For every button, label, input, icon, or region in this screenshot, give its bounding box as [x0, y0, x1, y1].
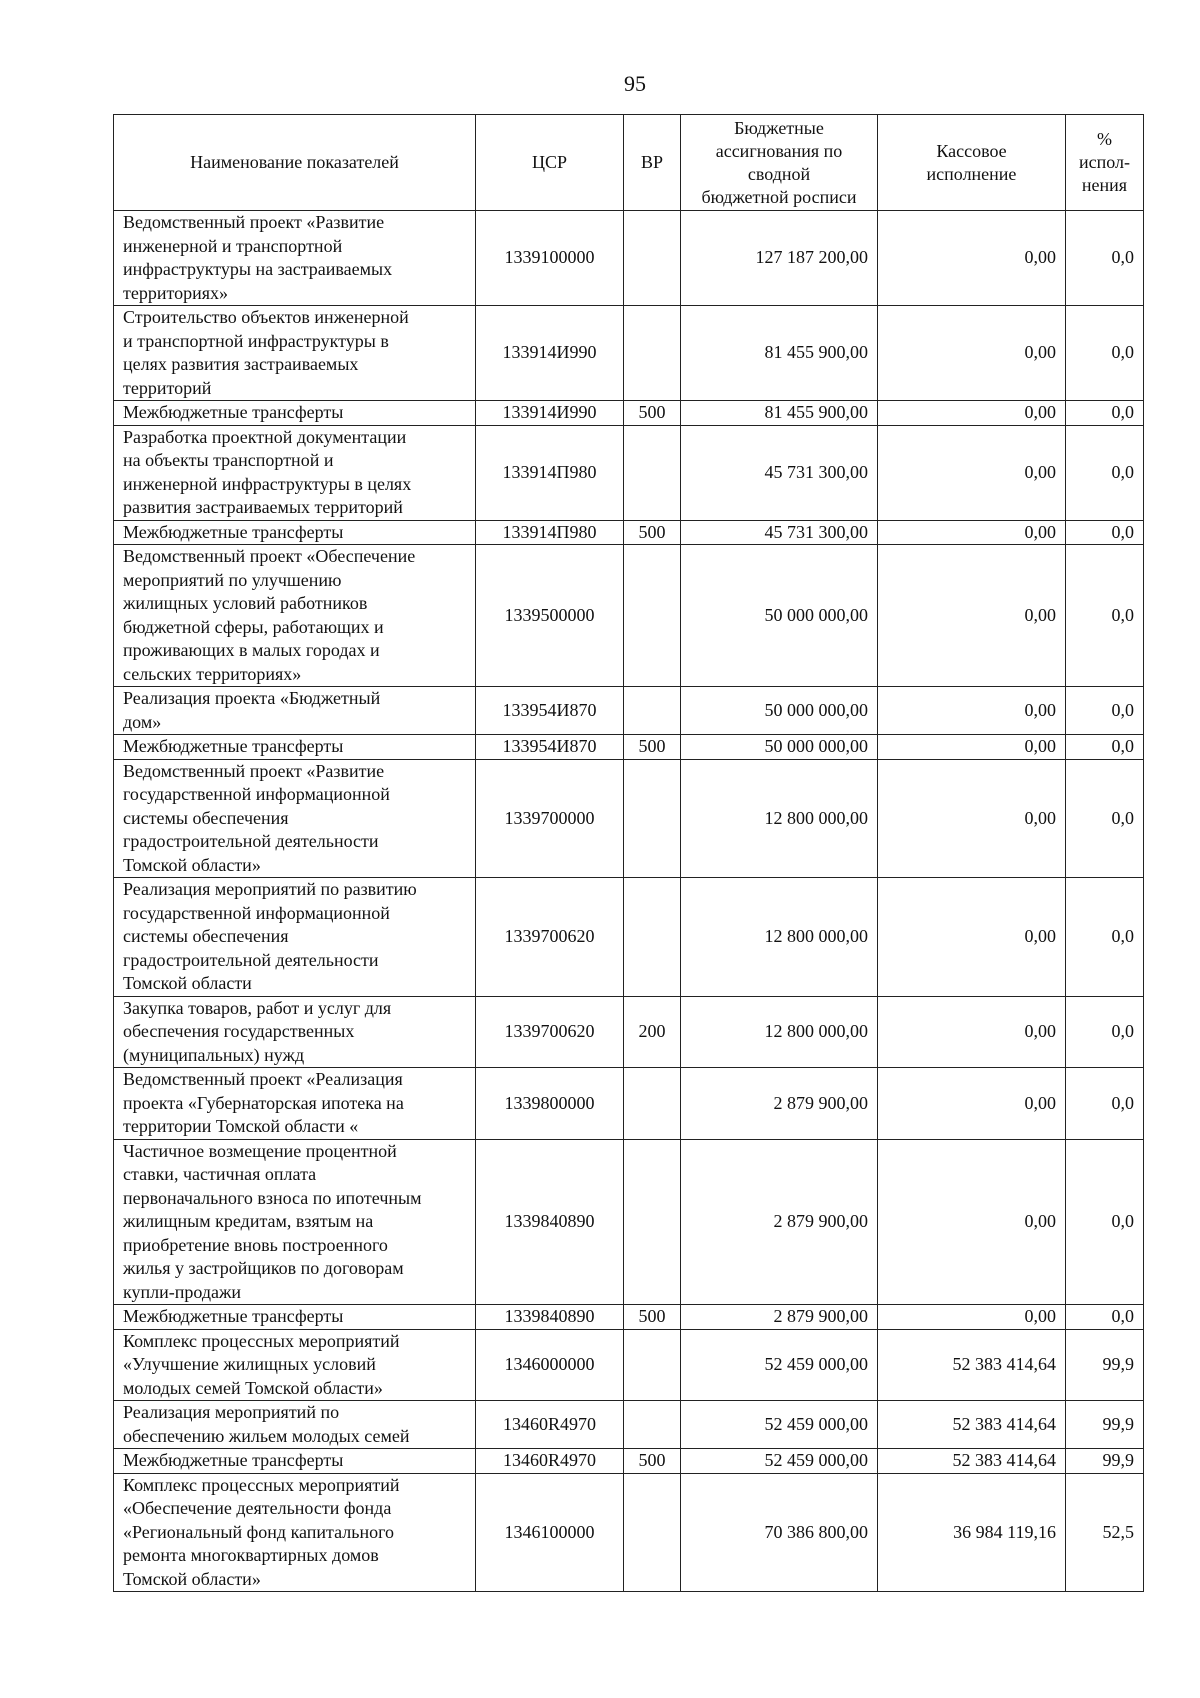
cell-budget: 2 879 900,00 [681, 1305, 878, 1330]
cell-percent: 0,0 [1066, 520, 1144, 545]
table-row [114, 520, 1144, 545]
cell-percent: 99,9 [1066, 1449, 1144, 1474]
cell-name: Разработка проектной документации на объекты транспортной и инженерной инфраструктуры в целях развития застраиваемых территорий [114, 425, 476, 520]
cell-name: Межбюджетные трансферты [114, 1449, 476, 1474]
cell-vr [624, 211, 681, 306]
table-row [114, 401, 1144, 426]
cell-budget: 12 800 000,00 [681, 996, 878, 1068]
cell-cash: 0,00 [878, 401, 1066, 426]
cell-percent: 52,5 [1066, 1473, 1144, 1592]
cell-csr: 1339700000 [476, 759, 624, 878]
cell-percent: 0,0 [1066, 425, 1144, 520]
table-row [114, 878, 1144, 997]
cell-budget: 50 000 000,00 [681, 545, 878, 687]
header-vr: ВР [624, 115, 681, 211]
cell-csr: 1339500000 [476, 545, 624, 687]
cell-cash: 0,00 [878, 545, 1066, 687]
cell-cash: 0,00 [878, 687, 1066, 735]
cell-percent: 0,0 [1066, 735, 1144, 760]
cell-vr [624, 1473, 681, 1592]
cell-csr: 133954И870 [476, 735, 624, 760]
cell-name: Ведомственный проект «Реализация проекта «Губернаторская ипотека на территории Томской области « [114, 1068, 476, 1140]
cell-csr: 13460R4970 [476, 1401, 624, 1449]
table-row [114, 306, 1144, 401]
cell-vr [624, 878, 681, 997]
cell-budget: 81 455 900,00 [681, 306, 878, 401]
table-body [114, 211, 1144, 1592]
cell-csr: 1339840890 [476, 1305, 624, 1330]
header-csr: ЦСР [476, 115, 624, 211]
cell-csr: 13460R4970 [476, 1449, 624, 1474]
cell-cash: 52 383 414,64 [878, 1329, 1066, 1401]
cell-name: Реализация проекта «Бюджетный дом» [114, 687, 476, 735]
header-percent: % испол- нения [1066, 115, 1144, 211]
cell-budget: 2 879 900,00 [681, 1068, 878, 1140]
cell-percent: 99,9 [1066, 1329, 1144, 1401]
cell-cash: 0,00 [878, 878, 1066, 997]
cell-cash: 52 383 414,64 [878, 1449, 1066, 1474]
cell-percent: 0,0 [1066, 1139, 1144, 1305]
cell-vr [624, 545, 681, 687]
table-row [114, 735, 1144, 760]
cell-csr: 133914П980 [476, 520, 624, 545]
cell-csr: 133914И990 [476, 306, 624, 401]
cell-name: Ведомственный проект «Развитие инженерной и транспортной инфраструктуры на застраиваемых территориях» [114, 211, 476, 306]
cell-percent: 0,0 [1066, 878, 1144, 997]
cell-vr [624, 425, 681, 520]
cell-name: Строительство объектов инженерной и транспортной инфраструктуры в целях развития застраиваемых территорий [114, 306, 476, 401]
cell-csr: 1339840890 [476, 1139, 624, 1305]
cell-name: Частичное возмещение процентной ставки, частичная оплата первоначального взноса по ипотечным жилищным кредитам, взятым на приобретение вновь построенного жилья у застройщиков по договорам купли-продажи [114, 1139, 476, 1305]
cell-name: Ведомственный проект «Развитие государственной информационной системы обеспечения градостроительной деятельности Томской области» [114, 759, 476, 878]
cell-csr: 133914П980 [476, 425, 624, 520]
cell-name: Межбюджетные трансферты [114, 1305, 476, 1330]
cell-percent: 99,9 [1066, 1401, 1144, 1449]
table-row [114, 1473, 1144, 1592]
cell-vr: 200 [624, 996, 681, 1068]
cell-budget: 52 459 000,00 [681, 1329, 878, 1401]
cell-vr [624, 306, 681, 401]
cell-name: Межбюджетные трансферты [114, 401, 476, 426]
table-row [114, 211, 1144, 306]
cell-name: Ведомственный проект «Обеспечение мероприятий по улучшению жилищных условий работников бюджетной сферы, работающих и проживающих в малых городах и сельских территориях» [114, 545, 476, 687]
cell-csr: 133954И870 [476, 687, 624, 735]
cell-cash: 0,00 [878, 1305, 1066, 1330]
cell-csr: 133914И990 [476, 401, 624, 426]
table-row [114, 1329, 1144, 1401]
cell-percent: 0,0 [1066, 545, 1144, 687]
table-row [114, 1068, 1144, 1140]
cell-name: Реализация мероприятий по развитию государственной информационной системы обеспечения градостроительной деятельности Томской области [114, 878, 476, 997]
cell-name: Межбюджетные трансферты [114, 520, 476, 545]
cell-cash: 0,00 [878, 996, 1066, 1068]
table-row [114, 1305, 1144, 1330]
header-budget: Бюджетные ассигнования по сводной бюджетной росписи [681, 115, 878, 211]
cell-percent: 0,0 [1066, 211, 1144, 306]
cell-cash: 0,00 [878, 425, 1066, 520]
table-row [114, 1139, 1144, 1305]
table-row [114, 425, 1144, 520]
cell-budget: 45 731 300,00 [681, 520, 878, 545]
cell-csr: 1339700620 [476, 878, 624, 997]
cell-percent: 0,0 [1066, 306, 1144, 401]
table-row [114, 545, 1144, 687]
cell-vr [624, 1401, 681, 1449]
cell-vr [624, 1068, 681, 1140]
table-row [114, 759, 1144, 878]
cell-vr: 500 [624, 520, 681, 545]
header-name: Наименование показателей [114, 115, 476, 211]
table-row [114, 1401, 1144, 1449]
cell-percent: 0,0 [1066, 401, 1144, 426]
cell-name: Межбюджетные трансферты [114, 735, 476, 760]
cell-percent: 0,0 [1066, 1305, 1144, 1330]
cell-budget: 2 879 900,00 [681, 1139, 878, 1305]
cell-vr: 500 [624, 1449, 681, 1474]
cell-budget: 12 800 000,00 [681, 759, 878, 878]
cell-cash: 0,00 [878, 1068, 1066, 1140]
cell-csr: 1339800000 [476, 1068, 624, 1140]
cell-cash: 52 383 414,64 [878, 1401, 1066, 1449]
cell-name: Комплекс процессных мероприятий «Обеспечение деятельности фонда «Региональный фонд капитального ремонта многоквартирных домов Томской области» [114, 1473, 476, 1592]
cell-vr: 500 [624, 735, 681, 760]
cell-percent: 0,0 [1066, 759, 1144, 878]
cell-vr [624, 687, 681, 735]
cell-csr: 1339700620 [476, 996, 624, 1068]
budget-execution-table [113, 114, 1144, 1592]
cell-cash: 36 984 119,16 [878, 1473, 1066, 1592]
cell-cash: 0,00 [878, 759, 1066, 878]
cell-cash: 0,00 [878, 1139, 1066, 1305]
cell-cash: 0,00 [878, 211, 1066, 306]
cell-cash: 0,00 [878, 735, 1066, 760]
table-row [114, 687, 1144, 735]
cell-budget: 127 187 200,00 [681, 211, 878, 306]
cell-name: Реализация мероприятий по обеспечению жильем молодых семей [114, 1401, 476, 1449]
cell-cash: 0,00 [878, 306, 1066, 401]
cell-percent: 0,0 [1066, 687, 1144, 735]
table-row [114, 996, 1144, 1068]
table-row [114, 1449, 1144, 1474]
cell-vr: 500 [624, 401, 681, 426]
header-cash: Кассовое исполнение [878, 115, 1066, 211]
cell-csr: 1346000000 [476, 1329, 624, 1401]
cell-vr: 500 [624, 1305, 681, 1330]
cell-vr [624, 1329, 681, 1401]
cell-budget: 52 459 000,00 [681, 1449, 878, 1474]
cell-budget: 50 000 000,00 [681, 687, 878, 735]
cell-budget: 70 386 800,00 [681, 1473, 878, 1592]
cell-csr: 1346100000 [476, 1473, 624, 1592]
cell-budget: 81 455 900,00 [681, 401, 878, 426]
cell-vr [624, 759, 681, 878]
page-number: 95 [624, 71, 646, 96]
cell-vr [624, 1139, 681, 1305]
cell-budget: 52 459 000,00 [681, 1401, 878, 1449]
table-header-row [114, 115, 1144, 211]
cell-cash: 0,00 [878, 520, 1066, 545]
cell-percent: 0,0 [1066, 1068, 1144, 1140]
cell-csr: 1339100000 [476, 211, 624, 306]
cell-name: Комплекс процессных мероприятий «Улучшение жилищных условий молодых семей Томской области» [114, 1329, 476, 1401]
cell-name: Закупка товаров, работ и услуг для обеспечения государственных (муниципальных) нужд [114, 996, 476, 1068]
cell-budget: 12 800 000,00 [681, 878, 878, 997]
cell-budget: 45 731 300,00 [681, 425, 878, 520]
cell-percent: 0,0 [1066, 996, 1144, 1068]
cell-budget: 50 000 000,00 [681, 735, 878, 760]
